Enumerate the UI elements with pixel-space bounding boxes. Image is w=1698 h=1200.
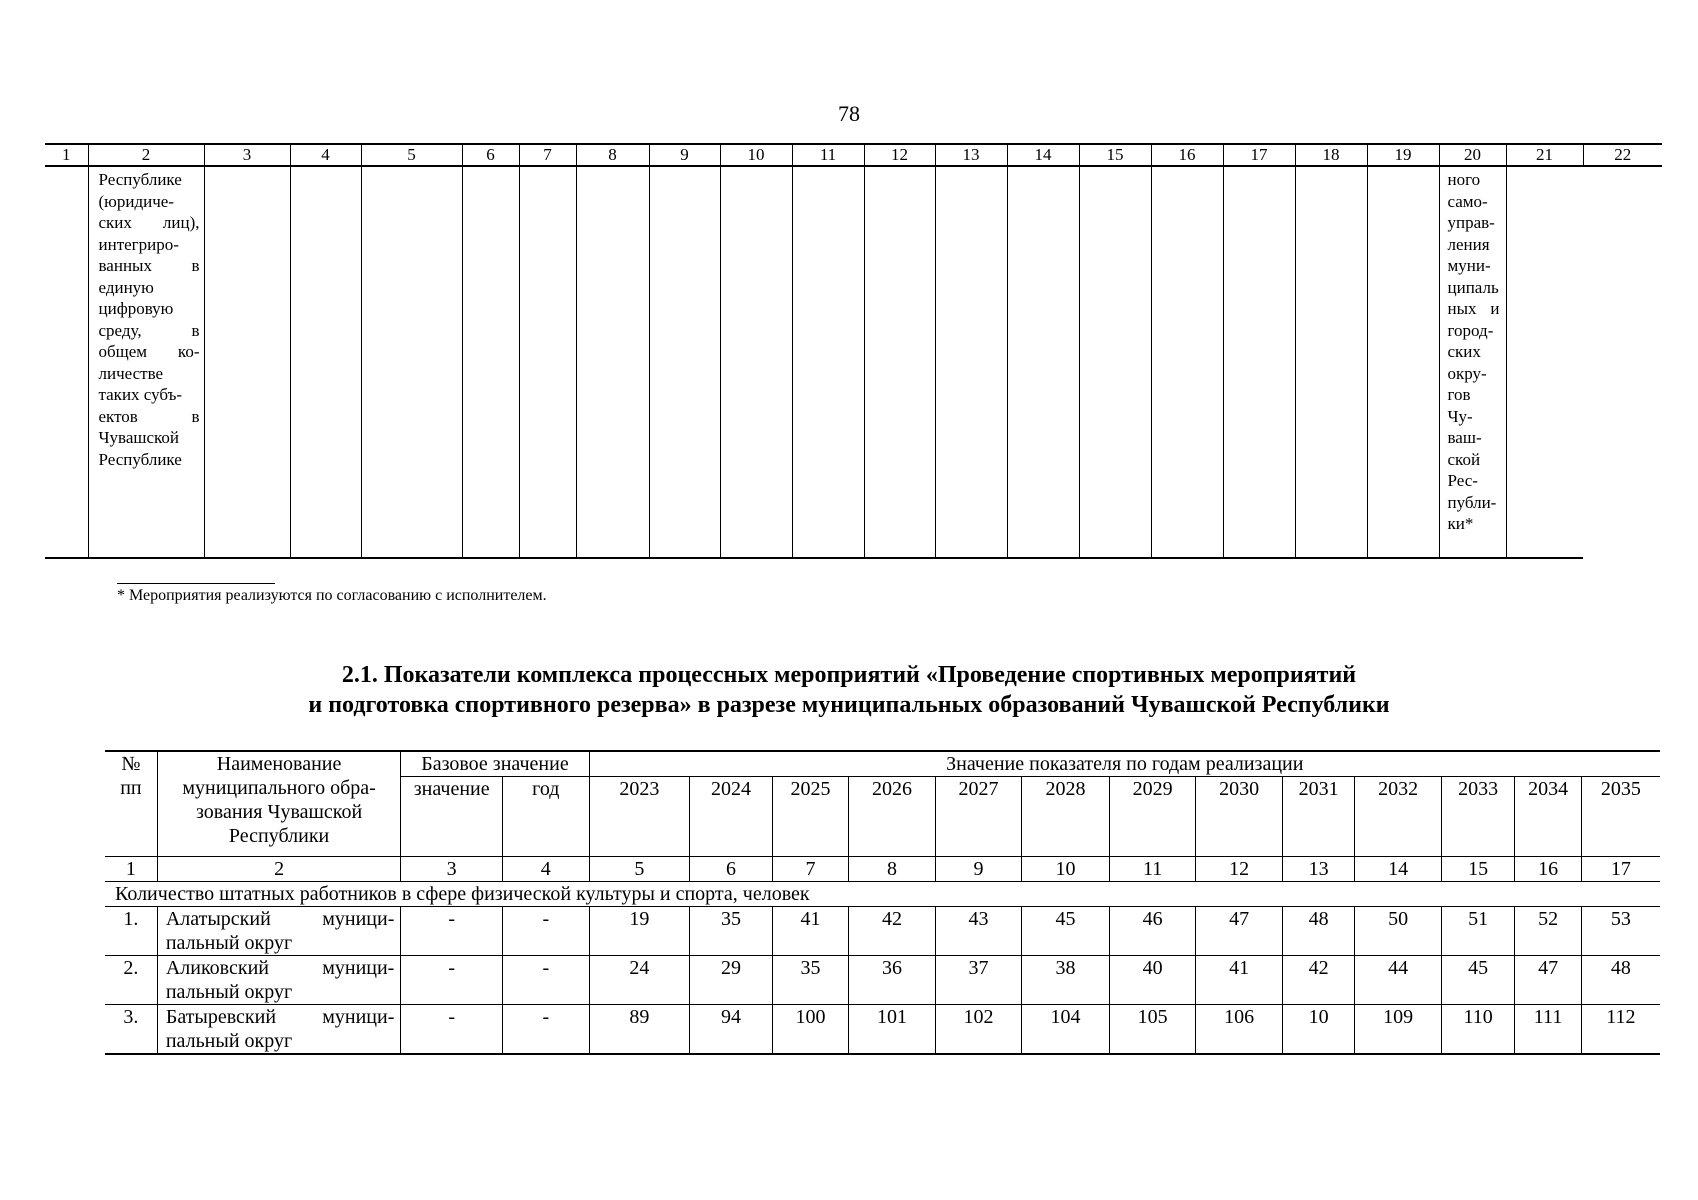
year-value: 51 — [1441, 907, 1514, 956]
col-number: 15 — [1441, 857, 1514, 882]
year-value: 47 — [1196, 907, 1283, 956]
table-row — [105, 956, 1660, 1005]
continuation-table — [45, 143, 1662, 559]
header-number-cell: № пп — [105, 751, 157, 857]
col-number: 20 — [1439, 144, 1506, 166]
base-value: - — [401, 1005, 503, 1055]
col-number: 12 — [864, 144, 935, 166]
year-value: 35 — [772, 956, 848, 1005]
col-number: 12 — [1196, 857, 1283, 882]
col-number: 21 — [1506, 144, 1583, 166]
header-year: 2032 — [1355, 777, 1442, 857]
year-value: 29 — [690, 956, 773, 1005]
col-number: 1 — [45, 144, 88, 166]
indicator-text-cell: Республике (юридиче- ских лиц), интегриро- ванных в единую цифровую среду, в общем ко- личестве таких субъ- ектов в Чувашской Республике — [88, 166, 204, 558]
year-value: 35 — [690, 907, 773, 956]
footnote: * Мероприятия реализуются по согласованию с исполнителем. — [117, 587, 547, 604]
header-year: 2025 — [772, 777, 848, 857]
col-number: 6 — [690, 857, 773, 882]
year-value: 112 — [1581, 1005, 1660, 1055]
table-row — [45, 166, 1662, 558]
year-value: 45 — [1441, 956, 1514, 1005]
table-row — [105, 1005, 1660, 1055]
col-number: 5 — [361, 144, 462, 166]
year-value: 50 — [1355, 907, 1442, 956]
indicator-group-row — [105, 882, 1660, 907]
col-number: 14 — [1007, 144, 1079, 166]
col-number: 8 — [849, 857, 936, 882]
col-number: 16 — [1151, 144, 1223, 166]
year-value: 48 — [1282, 907, 1354, 956]
base-value: - — [401, 907, 503, 956]
year-value: 100 — [772, 1005, 848, 1055]
municipality-name: Батыревский муници- пальный округ — [157, 1005, 401, 1055]
year-value: 94 — [690, 1005, 773, 1055]
year-value: 47 — [1515, 956, 1581, 1005]
year-value: 41 — [1196, 956, 1283, 1005]
year-value: 89 — [589, 1005, 690, 1055]
footnote-divider — [117, 583, 275, 584]
year-value: 104 — [1022, 1005, 1110, 1055]
row-number: 2. — [105, 956, 157, 1005]
col-number: 16 — [1515, 857, 1581, 882]
year-value: 109 — [1355, 1005, 1442, 1055]
year-value: 38 — [1022, 956, 1110, 1005]
col-number: 3 — [204, 144, 290, 166]
year-value: 105 — [1109, 1005, 1196, 1055]
col-number: 8 — [576, 144, 649, 166]
year-value: 41 — [772, 907, 848, 956]
year-value: 44 — [1355, 956, 1442, 1005]
year-value: 43 — [935, 907, 1022, 956]
year-value: 53 — [1581, 907, 1660, 956]
year-value: 101 — [849, 1005, 936, 1055]
header-year: 2033 — [1441, 777, 1514, 857]
col-number: 22 — [1583, 144, 1662, 166]
year-value: 46 — [1109, 907, 1196, 956]
year-value: 19 — [589, 907, 690, 956]
col-number: 10 — [720, 144, 792, 166]
header-year: 2023 — [589, 777, 690, 857]
section-title-line-2: и подготовка спортивного резерва» в разрезе муниципальных образований Чувашской Республики — [308, 692, 1390, 718]
col-number: 14 — [1355, 857, 1442, 882]
col-number: 7 — [519, 144, 576, 166]
col-number: 19 — [1367, 144, 1439, 166]
base-year: - — [503, 956, 590, 1005]
row-number: 3. — [105, 1005, 157, 1055]
col-number: 9 — [935, 857, 1022, 882]
year-value: 42 — [849, 907, 936, 956]
col-number: 4 — [290, 144, 361, 166]
header-year: 2028 — [1022, 777, 1110, 857]
year-value: 106 — [1196, 1005, 1283, 1055]
header-year: 2031 — [1282, 777, 1354, 857]
header-year: 2034 — [1515, 777, 1581, 857]
col-number: 9 — [649, 144, 720, 166]
year-value: 110 — [1441, 1005, 1514, 1055]
col-number: 6 — [462, 144, 519, 166]
col-number: 18 — [1295, 144, 1367, 166]
header-year: 2029 — [1109, 777, 1196, 857]
header-base-value-year: год — [503, 777, 590, 857]
section-title — [0, 660, 1698, 720]
year-value: 37 — [935, 956, 1022, 1005]
row-number: 1. — [105, 907, 157, 956]
municipality-name: Аликовский муници- пальный округ — [157, 956, 401, 1005]
year-value: 24 — [589, 956, 690, 1005]
year-value: 48 — [1581, 956, 1660, 1005]
year-value: 102 — [935, 1005, 1022, 1055]
col-number: 4 — [503, 857, 590, 882]
col-number: 13 — [935, 144, 1007, 166]
header-name-cell: Наименование муниципального обра- зования Чувашской Республики — [157, 751, 401, 857]
page-number: 78 — [838, 101, 860, 126]
col-number: 2 — [157, 857, 401, 882]
base-year: - — [503, 1005, 590, 1055]
indicators-table — [105, 750, 1660, 1055]
base-value: - — [401, 956, 503, 1005]
header-year: 2030 — [1196, 777, 1283, 857]
header-year: 2024 — [690, 777, 773, 857]
col-number: 17 — [1223, 144, 1295, 166]
header-year: 2027 — [935, 777, 1022, 857]
section-title-line-1: 2.1. Показатели комплекса процессных мероприятий «Проведение спортивных мероприятий — [341, 662, 1357, 688]
column-number-row — [105, 857, 1660, 882]
col-number: 10 — [1022, 857, 1110, 882]
year-value: 111 — [1515, 1005, 1581, 1055]
col-number: 17 — [1581, 857, 1660, 882]
executor-text-cell: ного само- управ- ления муни- ципаль ных и город- ских окру- гов Чу- ваш- ской Рес- публи- ки* — [1439, 166, 1506, 558]
year-value: 42 — [1282, 956, 1354, 1005]
base-year: - — [503, 907, 590, 956]
header-base-value-value: значение — [401, 777, 503, 857]
col-number: 1 — [105, 857, 157, 882]
year-value: 36 — [849, 956, 936, 1005]
col-number: 11 — [1109, 857, 1196, 882]
col-number: 13 — [1282, 857, 1354, 882]
header-year: 2035 — [1581, 777, 1660, 857]
col-number: 11 — [792, 144, 864, 166]
header-row — [105, 751, 1660, 777]
indicator-group-label: Количество штатных работников в сфере физической культуры и спорта, человек — [105, 882, 1660, 907]
header-years-group: Значение показателя по годам реализации — [589, 751, 1660, 777]
year-value: 10 — [1282, 1005, 1354, 1055]
col-number: 2 — [88, 144, 204, 166]
year-value: 52 — [1515, 907, 1581, 956]
header-base-value: Базовое значение — [401, 751, 589, 777]
col-number: 5 — [589, 857, 690, 882]
table-row — [105, 907, 1660, 956]
col-number: 3 — [401, 857, 503, 882]
column-number-row — [45, 144, 1662, 166]
header-year: 2026 — [849, 777, 936, 857]
col-number: 15 — [1079, 144, 1151, 166]
municipality-name: Алатырский муници- пальный округ — [157, 907, 401, 956]
year-value: 45 — [1022, 907, 1110, 956]
col-number: 7 — [772, 857, 848, 882]
year-value: 40 — [1109, 956, 1196, 1005]
